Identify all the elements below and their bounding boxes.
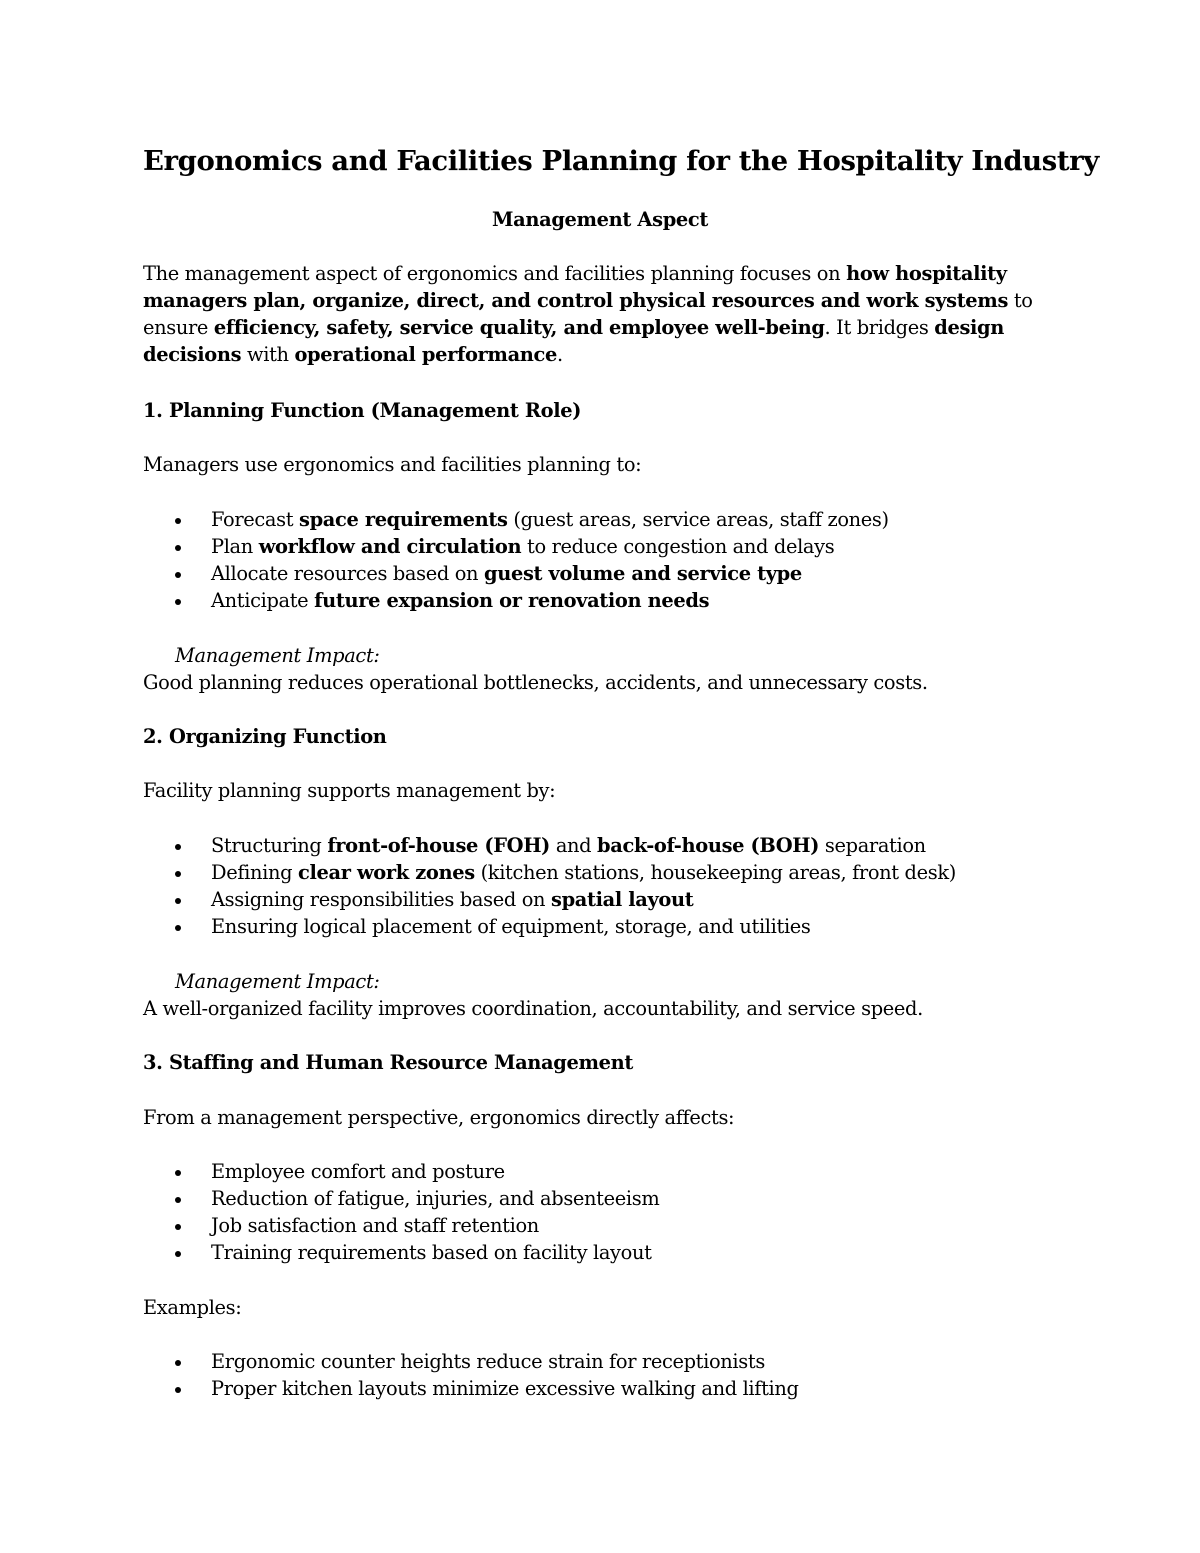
bullet-text-run: to reduce congestion and delays [521, 535, 835, 558]
bullet-item [143, 1239, 659, 1266]
document-subtitle: Management Aspect [492, 208, 708, 231]
bullet-item [143, 1348, 799, 1375]
bullet-text-run: spatial layout [551, 888, 694, 911]
paragraph-text-run: . [557, 343, 563, 366]
section-1-impact-label: Management Impact: [175, 644, 380, 667]
bullet-text-run: Employee comfort and posture [211, 1160, 505, 1183]
bullet-icon [175, 1251, 181, 1257]
paragraph-text-run: design decisions [143, 316, 1004, 366]
bullet-text-run: workflow and circulation [258, 535, 522, 558]
paragraph-text-run: operational performance [294, 343, 557, 366]
bullet-icon [175, 1197, 181, 1203]
bullet-text-run: front-of-house (FOH) [327, 834, 550, 857]
paragraph-text-run: . It bridges [824, 316, 935, 339]
bullet-text-run: Allocate resources based on [211, 562, 485, 585]
section-3-heading: 3. Staffing and Human Resource Management [143, 1051, 633, 1074]
bullet-item [143, 560, 889, 587]
bullet-text-run: Proper kitchen layouts minimize excessive walking and lifting [211, 1377, 799, 1400]
bullet-text-run: Training requirements based on facility layout [211, 1241, 652, 1264]
section-2-lead: Facility planning supports management by: [143, 779, 556, 802]
bullet-item [143, 533, 889, 560]
bullet-item [143, 587, 889, 614]
bullet-text-run: Plan [211, 535, 259, 558]
bullet-icon [175, 1360, 181, 1366]
paragraph-text-run: The management aspect of ergonomics and facilities planning focuses on [143, 262, 847, 285]
intro-paragraph [143, 260, 1073, 368]
examples-label: Examples: [143, 1296, 242, 1319]
section-1-bullet-list [143, 506, 889, 614]
document-title: Ergonomics and Facilities Planning for the Hospitality Industry [143, 145, 1099, 177]
bullet-text-run: back-of-house (BOH) [597, 834, 820, 857]
bullet-item [143, 1158, 659, 1185]
bullet-text-run: Assigning responsibilities based on [211, 888, 552, 911]
paragraph-text-run: to ensure [143, 289, 1033, 339]
bullet-icon [175, 599, 181, 605]
bullet-text-run: Reduction of fatigue, injuries, and absenteeism [211, 1187, 660, 1210]
bullet-text-run: Ensuring logical placement of equipment, storage, and utilities [211, 915, 811, 938]
bullet-icon [175, 898, 181, 904]
section-2-bullet-list [143, 832, 956, 940]
bullet-item [143, 1375, 799, 1402]
section-2-impact-text: A well-organized facility improves coordination, accountability, and service speed. [143, 997, 923, 1020]
bullet-icon [175, 572, 181, 578]
bullet-text-run: clear work zones [298, 861, 475, 884]
bullet-icon [175, 871, 181, 877]
section-3-lead: From a management perspective, ergonomics directly affects: [143, 1106, 735, 1129]
bullet-item [143, 506, 889, 533]
bullet-icon [175, 1224, 181, 1230]
bullet-item [143, 832, 956, 859]
bullet-text-run: Structuring [211, 834, 328, 857]
bullet-text-run: Job satisfaction and staff retention [211, 1214, 539, 1237]
bullet-item [143, 859, 956, 886]
section-1-lead: Managers use ergonomics and facilities planning to: [143, 453, 642, 476]
bullet-icon [175, 1170, 181, 1176]
bullet-text-run: guest volume and service type [484, 562, 802, 585]
bullet-text-run: Defining [211, 861, 299, 884]
paragraph-text-run: how hospitality managers plan, organize, direct, and control physical resources and work systems [143, 262, 1009, 312]
bullet-item [143, 1212, 659, 1239]
document-page [143, 0, 1099, 1553]
section-1-heading: 1. Planning Function (Management Role) [143, 399, 582, 422]
bullet-icon [175, 1387, 181, 1393]
bullet-icon [175, 518, 181, 524]
bullet-text-run: Anticipate [211, 589, 315, 612]
bullet-text-run: (guest areas, service areas, staff zones) [507, 508, 889, 531]
paragraph-text-run: efficiency, safety, service quality, and employee well-being [213, 316, 825, 339]
bullet-icon [175, 545, 181, 551]
section-2-heading: 2. Organizing Function [143, 725, 387, 748]
bullet-text-run: future expansion or renovation needs [314, 589, 710, 612]
bullet-item [143, 886, 956, 913]
bullet-icon [175, 844, 181, 850]
paragraph-text-run: with [241, 343, 295, 366]
section-1-impact-text: Good planning reduces operational bottlenecks, accidents, and unnecessary costs. [143, 671, 928, 694]
bullet-icon [175, 925, 181, 931]
section-2-impact-label: Management Impact: [175, 970, 380, 993]
bullet-text-run: and [550, 834, 598, 857]
examples-bullet-list [143, 1348, 799, 1402]
bullet-text-run: space requirements [299, 508, 508, 531]
bullet-text-run: Forecast [211, 508, 299, 531]
bullet-item [143, 1185, 659, 1212]
bullet-item [143, 913, 956, 940]
bullet-text-run: separation [819, 834, 926, 857]
bullet-text-run: (kitchen stations, housekeeping areas, front desk) [474, 861, 956, 884]
bullet-text-run: Ergonomic counter heights reduce strain for receptionists [211, 1350, 765, 1373]
section-3-bullet-list [143, 1158, 659, 1266]
